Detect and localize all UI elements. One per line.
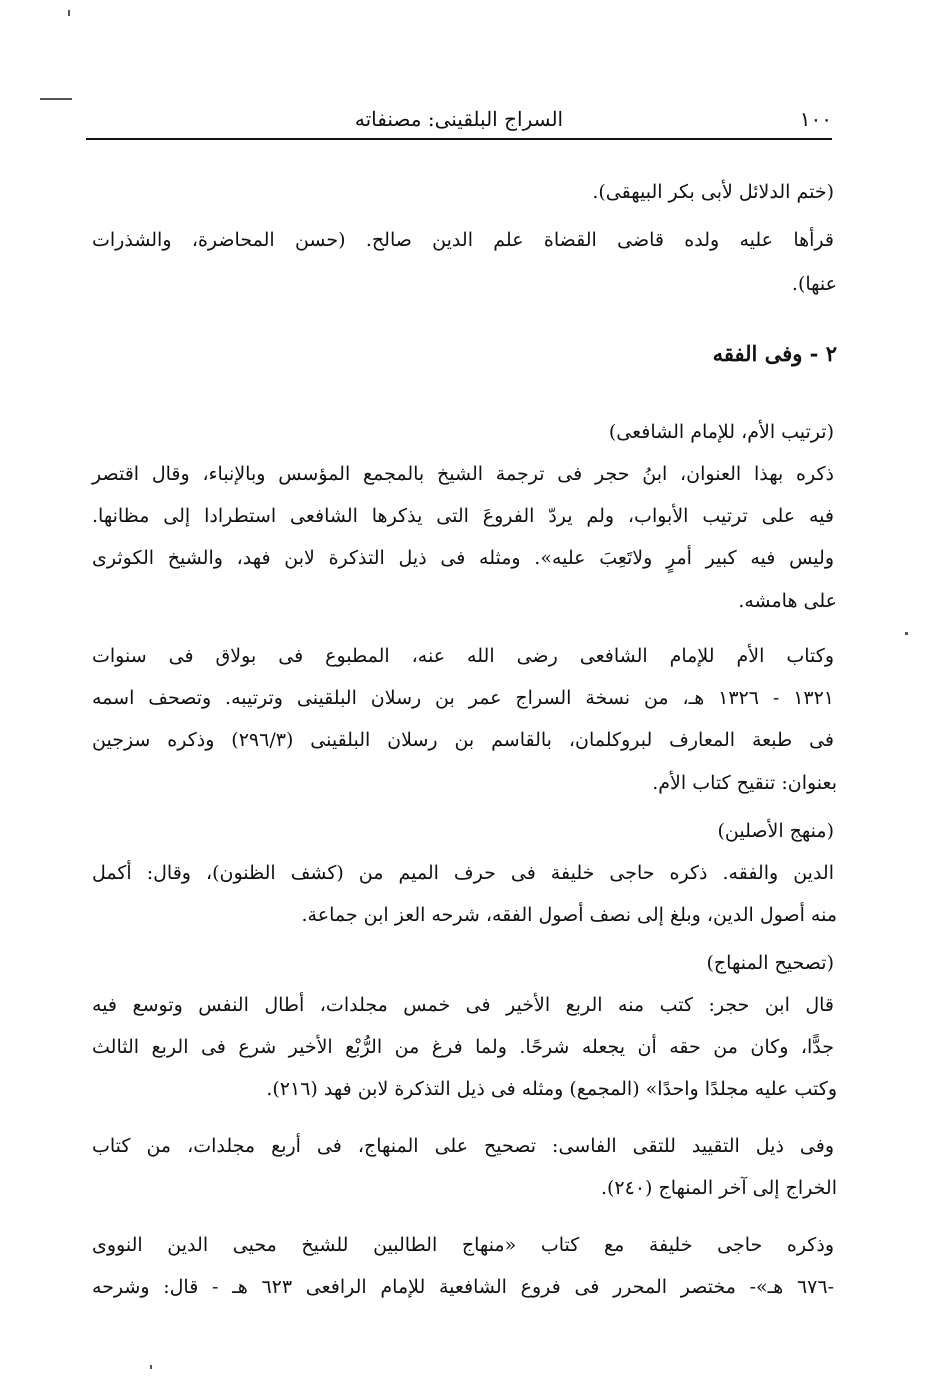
scan-mark xyxy=(40,98,72,100)
page-number: ١٠٠ xyxy=(799,107,832,131)
scan-mark xyxy=(68,10,70,16)
scan-mark xyxy=(150,1365,152,1369)
scan-mark xyxy=(905,632,908,635)
text-line: وذكره حاجى خليفة مع كتاب «منهاج الطالبين للشيخ محيى الدين النووى xyxy=(92,1234,834,1256)
running-header xyxy=(86,104,832,142)
header-title: السراج البلقينى: مصنفاته xyxy=(354,107,564,131)
text-line: ١٣٢١ - ١٣٢٦ هـ، من نسخة السراج عمر بن رسلان البلقينى وترتيبه. وتصحف اسمه xyxy=(92,687,835,709)
section-heading: ٢ - وفى الفقه xyxy=(712,341,837,366)
text-line: الدين والفقه. ذكره حاجى خليفة فى حرف الميم من (كشف الظنون)، وقال: أكمل xyxy=(92,862,834,884)
text-line: ذكره بهذا العنوان، ابنُ حجر فى ترجمة الشيخ بالمجمع المؤسس وبالإنباء، وقال اقتصر xyxy=(92,463,834,485)
text-line: جدًّا، وكان من حقه أن يجعله شرحًا. ولما فرغ من الرُّبْع الأخير شرع فى الربع الثالث xyxy=(92,1036,834,1058)
text-line: منه أصول الدين، وبلغ إلى نصف أصول الفقه، شرحه العز ابن جماعة. xyxy=(301,904,837,926)
text-line: -٦٧٦ هـ»- مختصر المحرر فى فروع الشافعية للإمام الرافعى ٦٢٣ هـ - قال: وشرحه xyxy=(92,1276,834,1298)
text-line: وكتب عليه مجلدًا واحدًا» (المجمع) ومثله فى ذيل التذكرة لابن فهد (٢١٦). xyxy=(266,1078,837,1100)
text-line: عنها). xyxy=(791,273,837,295)
book-title: (ترتيب الأم، للإمام الشافعى) xyxy=(608,421,834,443)
text-line: وليس فيه كبير أمرٍ ولاتَعِبَ عليه». ومثله فى ذيل التذكرة لابن فهد، والشيخ الكوثرى xyxy=(92,547,834,569)
text-line: قرأها عليه ولده قاضى القضاة علم الدين صالح. (حسن المحاضرة، والشذرات xyxy=(92,229,834,251)
text-line: (ختم الدلائل لأبى بكر البيهقى). xyxy=(592,181,834,203)
text-line: وكتاب الأم للإمام الشافعى رضى الله عنه، المطبوع فى بولاق فى سنوات xyxy=(92,645,834,667)
text-line: الخراج إلى آخر المنهاج (٢٤٠). xyxy=(600,1177,837,1199)
book-title: (تصحيح المنهاج) xyxy=(706,952,834,974)
text-line: وفى ذيل التقييد للتقى الفاسى: تصحيح على المنهاج، فى أربع مجلدات، من كتاب xyxy=(92,1135,834,1157)
text-line: قال ابن حجر: كتب منه الربع الأخير فى خمس مجلدات، أطال النفس وتوسع فيه xyxy=(92,994,834,1016)
text-line: فيه على ترتيب الأبواب، ولم يردّ الفروعَ التى يذكرها الشافعى استطرادا إلى مظانها. xyxy=(92,505,834,527)
text-line: بعنوان: تنقيح كتاب الأم. xyxy=(652,772,837,794)
header-rule xyxy=(86,138,832,140)
text-line: على هامشه. xyxy=(738,590,837,612)
book-title: (منهج الأصلين) xyxy=(717,820,834,842)
text-line: فى طبعة المعارف لبروكلمان، بالقاسم بن رسلان البلقينى (٢٩٦/٣) وذكره سزجين xyxy=(92,729,834,751)
